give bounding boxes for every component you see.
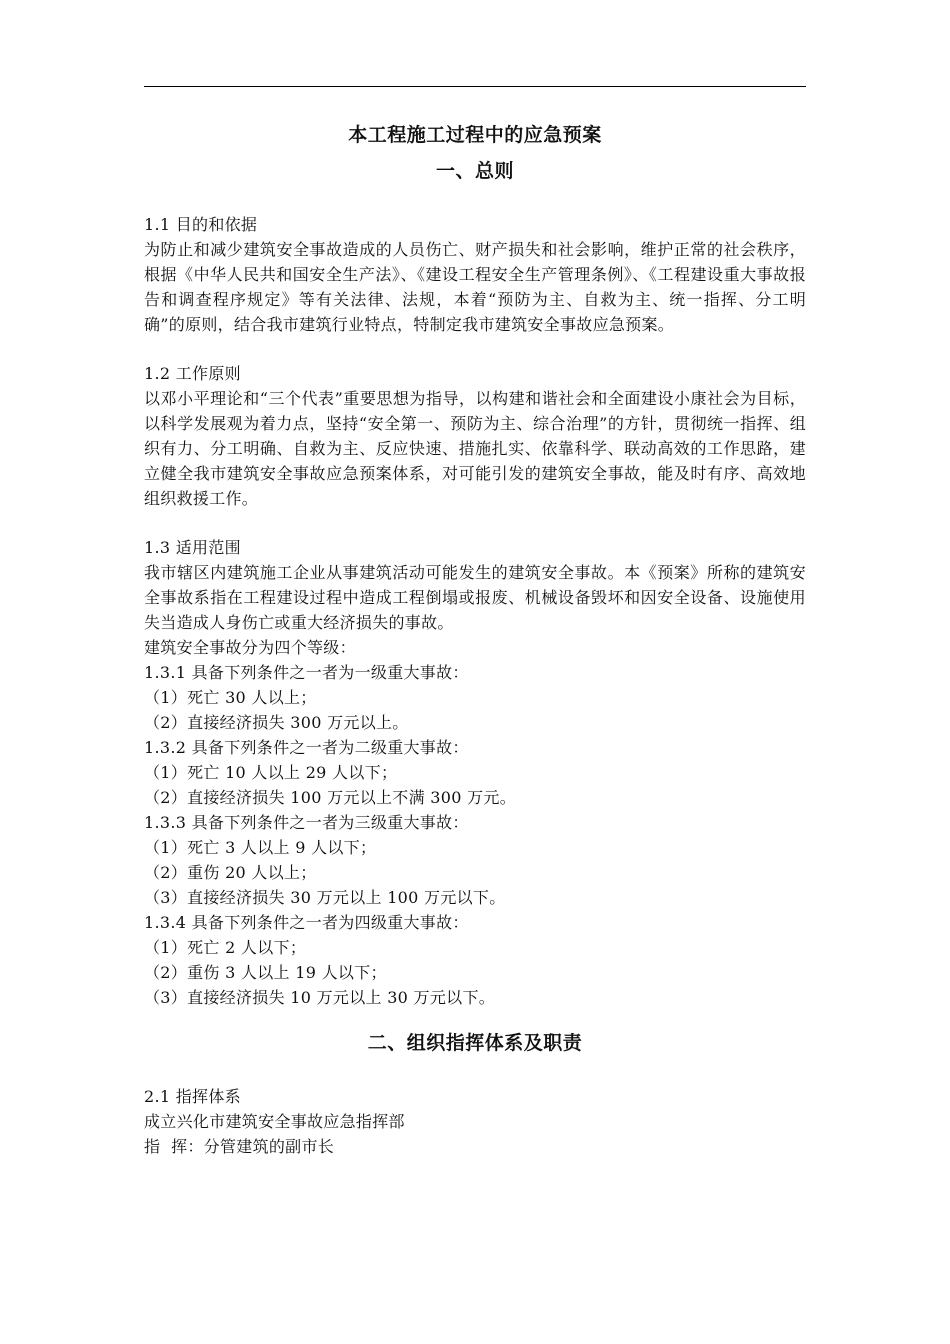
level-4-item: （3）直接经济损失 10 万元以上 30 万元以下。 — [144, 988, 496, 1007]
spacer — [144, 337, 806, 361]
level-2-heading: 1.3.2 具备下列条件之一者为二级重大事故： — [144, 738, 469, 757]
level-3-heading: 1.3.3 具备下列条件之一者为三级重大事故： — [144, 813, 469, 832]
level-2-item: （2）直接经济损失 100 万元以上不满 300 万元。 — [144, 788, 517, 807]
subsection-heading-2-1: 2.1 指挥体系 — [144, 1087, 241, 1106]
level-3-item: （1）死亡 3 人以上 9 人以下； — [144, 838, 377, 857]
document-title: 本工程施工过程中的应急预案 — [348, 124, 602, 146]
document-body — [144, 122, 806, 1159]
level-1-item: （1）死亡 30 人以上； — [144, 688, 317, 707]
level-4-heading: 1.3.4 具备下列条件之一者为四级重大事故： — [144, 913, 469, 932]
level-4-item: （2）重伤 3 人以上 19 人以下； — [144, 963, 387, 982]
level-4-item: （1）死亡 2 人以下； — [144, 938, 307, 957]
subsection-heading-1-1: 1.1 目的和依据 — [144, 215, 258, 234]
level-3-item: （3）直接经济损失 30 万元以上 100 万元以下。 — [144, 888, 506, 907]
paragraph-1-2: 以邓小平理论和“三个代表”重要思想为指导，以构建和谐社会和全面建设小康社会为目标，以科学发展观为着力点，坚持“安全第一、预防为主、综合治理”的方针，贯彻统一指挥、组织有力、分工明确、自救为主、反应快速、措施扎实、依靠科学、联动高效的工作思路，建立健全我市建筑安全事故应急预案体系，对可能引发的建筑安全事故，能及时有序、高效地组织救援工作。 — [144, 389, 806, 508]
command-establish-line: 成立兴化市建筑安全事故应急指挥部 — [144, 1112, 405, 1131]
subsection-heading-1-2: 1.2 工作原则 — [144, 364, 241, 383]
paragraph-1-1: 为防止和减少建筑安全事故造成的人员伤亡、财产损失和社会影响，维护正常的社会秩序，根据《中华人民共和国安全生产法》、《建设工程安全生产管理条例》、《工程建设重大事故报告和调查程序规定》等有关法律、法规，本着“预防为主、自救为主、统一指挥、分工明确”的原则，结合我市建筑行业特点，特制定我市建筑安全事故应急预案。 — [144, 240, 806, 334]
header-rule — [144, 86, 806, 87]
spacer — [144, 511, 806, 535]
commander-line: 指 挥：分管建筑的副市长 — [144, 1137, 335, 1156]
levels-intro: 建筑安全事故分为四个等级： — [144, 638, 356, 657]
level-1-heading: 1.3.1 具备下列条件之一者为一级重大事故： — [144, 663, 469, 682]
subsection-heading-1-3: 1.3 适用范围 — [144, 538, 241, 557]
section-heading-general: 一、总则 — [435, 160, 514, 182]
section-heading-organization: 二、组织指挥体系及职责 — [367, 1032, 583, 1054]
paragraph-1-3: 我市辖区内建筑施工企业从事建筑活动可能发生的建筑安全事故。本《预案》所称的建筑安全事故系指在工程建设过程中造成工程倒塌或报废、机械设备毁坏和因安全设备、设施使用失当造成人身伤亡或重大经济损失的事故。 — [144, 563, 806, 632]
level-1-item: （2）直接经济损失 300 万元以上。 — [144, 713, 409, 732]
level-3-item: （2）重伤 20 人以上； — [144, 863, 317, 882]
level-2-item: （1）死亡 10 人以上 29 人以下； — [144, 763, 398, 782]
